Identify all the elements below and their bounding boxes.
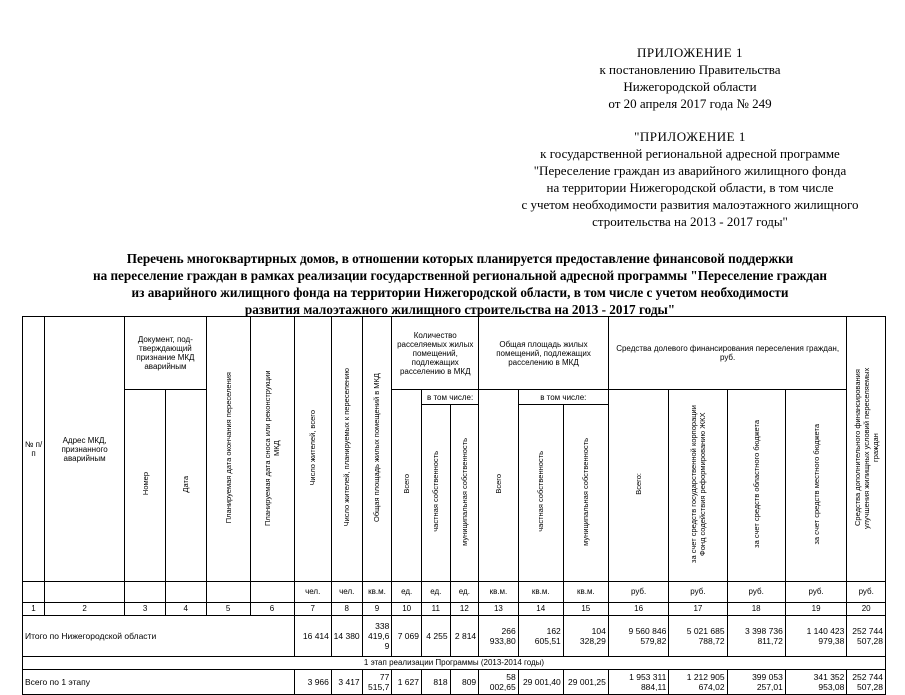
units-row (23, 582, 886, 603)
total-c7: 16 414 (294, 616, 331, 657)
col-number: 4 (165, 603, 206, 616)
unit-cell: чел. (331, 582, 362, 603)
stage-label-row (23, 657, 886, 670)
total-c18: 3 398 736 811,72 (727, 616, 785, 657)
header-fund-state: за счет средств государственной корпорации Фонд содействия реформированию ЖКХ (669, 390, 727, 582)
header-address: Адрес МКД, признанного аварийным (44, 317, 124, 582)
total-c12: 2 814 (450, 616, 479, 657)
unit-cell (165, 582, 206, 603)
unit-cell: руб. (785, 582, 847, 603)
col-number: 15 (563, 603, 608, 616)
stage-c15: 29 001,25 (563, 670, 608, 695)
stage-c9: 77 515,7 (362, 670, 392, 695)
housing-table (22, 316, 886, 695)
heading-line: развития малоэтажного жилищного строительства на 2013 - 2017 годы" (244, 302, 676, 317)
header-count-group: Количество расселяемых жилых помещений, подлежащих расселению в МКД (392, 317, 479, 390)
unit-cell: кв.м. (479, 582, 519, 603)
total-label: Итого по Нижегородской области (23, 616, 295, 657)
stage-row (23, 670, 886, 695)
header-area-group: Общая площадь жилых помещений, подлежащих расселению в МКД (479, 317, 609, 390)
unit-cell (44, 582, 124, 603)
header-area-total: Общая площадь жилых помещений в МКД (362, 317, 392, 582)
header-document: Документ, под-тверждающий признание МКД аварийным (125, 317, 206, 390)
total-c15: 104 328,29 (563, 616, 608, 657)
stage-c8: 3 417 (331, 670, 362, 695)
header-count-total: Всего (392, 390, 422, 582)
stage-c17: 1 212 905 674,02 (669, 670, 727, 695)
unit-cell: чел. (294, 582, 331, 603)
col-number: 7 (294, 603, 331, 616)
header-doc-date: Дата (165, 390, 206, 582)
unit-cell: ед. (422, 582, 451, 603)
header-count-incl: в том числе: (422, 390, 479, 405)
stage-c20: 252 744 507,28 (847, 670, 886, 695)
col-number: 9 (362, 603, 392, 616)
header-plan-demolish: Планируемая дата сноса или реконструкции МКД (250, 317, 294, 582)
appendix-2-line: строительства на 2013 - 2017 годы" (592, 214, 788, 229)
col-number: 18 (727, 603, 785, 616)
appendix-1-title: ПРИЛОЖЕНИЕ 1 (637, 45, 743, 60)
document-heading (20, 250, 900, 318)
total-c19: 1 140 423 979,38 (785, 616, 847, 657)
unit-cell: руб. (727, 582, 785, 603)
stage-c7: 3 966 (294, 670, 331, 695)
total-c8: 14 380 (331, 616, 362, 657)
appendix-1-line: к постановлению Правительства (599, 62, 781, 77)
header-funding-group: Средства долевого финансирования переселения граждан, руб. (608, 317, 847, 390)
header-fund-local: за счет средств местного бюджета (785, 390, 847, 582)
unit-cell: ед. (450, 582, 479, 603)
stage-label: 1 этап реализации Программы (2013-2014 годы) (23, 657, 886, 670)
stage-total-label: Всего по 1 этапу (23, 670, 295, 695)
unit-cell (23, 582, 45, 603)
header-fund-total: Всего: (608, 390, 668, 582)
col-number: 3 (125, 603, 166, 616)
unit-cell: кв.м. (362, 582, 392, 603)
stage-c18: 399 053 257,01 (727, 670, 785, 695)
header-area-g-total: Всего (479, 390, 519, 582)
total-c14: 162 605,51 (518, 616, 563, 657)
header-fund-region: за счет средств областного бюджета (727, 390, 785, 582)
col-number: 1 (23, 603, 45, 616)
heading-line: Перечень многоквартирных домов, в отношении которых планируется предоставление финансовой поддержки (126, 251, 794, 266)
col-number: 14 (518, 603, 563, 616)
header-residents: Число жителей, всего (294, 317, 331, 582)
appendix-1-line: от 20 апреля 2017 года № 249 (608, 96, 772, 111)
stage-c14: 29 001,40 (518, 670, 563, 695)
stage-c10: 1 627 (392, 670, 422, 695)
unit-cell: кв.м. (563, 582, 608, 603)
stage-c11: 818 (422, 670, 451, 695)
total-c20: 252 744 507,28 (847, 616, 886, 657)
header-area-municipal: муниципальная собственность (563, 405, 608, 582)
col-number: 2 (44, 603, 124, 616)
appendix-2-line: к государственной региональной адресной программе (540, 146, 840, 161)
col-number: 10 (392, 603, 422, 616)
unit-cell (250, 582, 294, 603)
header-doc-number: Номер (125, 390, 166, 582)
col-number: 5 (206, 603, 250, 616)
appendix-2-line: с учетом необходимости развития малоэтажного жилищного (521, 197, 859, 212)
header-plan-end: Планируемая дата окончания переселения (206, 317, 250, 582)
header-residents-plan: Число жителей, планируемых к переселению (331, 317, 362, 582)
stage-c12: 809 (450, 670, 479, 695)
col-number: 20 (847, 603, 886, 616)
col-number: 13 (479, 603, 519, 616)
col-number: 17 (669, 603, 727, 616)
total-c17: 5 021 685 788,72 (669, 616, 727, 657)
total-row (23, 616, 886, 657)
total-c11: 4 255 (422, 616, 451, 657)
total-c16: 9 560 846 579,82 (608, 616, 668, 657)
heading-line: на переселение граждан в рамках реализации государственной региональной адресной программы "Переселение граждан (92, 268, 828, 283)
total-c10: 7 069 (392, 616, 422, 657)
unit-cell: кв.м. (518, 582, 563, 603)
heading-line: из аварийного жилищного фонда на территории Нижегородской области, в том числе с учетом необходимости (131, 285, 789, 300)
total-c9: 338 419,6 9 (362, 616, 392, 657)
header-count-private: частная собственность (422, 405, 451, 582)
header-count-municipal: муниципальная собственность (450, 405, 479, 582)
col-number: 12 (450, 603, 479, 616)
unit-cell: руб. (847, 582, 886, 603)
col-number: 6 (250, 603, 294, 616)
col-number: 19 (785, 603, 847, 616)
unit-cell (125, 582, 166, 603)
total-c13: 266 933,80 (479, 616, 519, 657)
header-area-incl: в том числе: (518, 390, 608, 405)
unit-cell: руб. (608, 582, 668, 603)
unit-cell (206, 582, 250, 603)
appendix-2-line: "Переселение граждан из аварийного жилищного фонда (533, 163, 847, 178)
appendix-2-block (440, 128, 905, 230)
col-number: 8 (331, 603, 362, 616)
stage-c13: 58 002,65 (479, 670, 519, 695)
appendix-1-line: Нижегородской области (623, 79, 757, 94)
col-number: 11 (422, 603, 451, 616)
unit-cell: ед. (392, 582, 422, 603)
appendix-1-block (440, 44, 905, 112)
unit-cell: руб. (669, 582, 727, 603)
column-numbers-row (23, 603, 886, 616)
header-area-private: частная собственность (518, 405, 563, 582)
stage-c19: 341 352 953,08 (785, 670, 847, 695)
col-number: 16 (608, 603, 668, 616)
stage-c16: 1 953 311 884,11 (608, 670, 668, 695)
header-num: № п/п (23, 317, 45, 582)
header-funding-extra: Средства дополнительного финансирования улучшения жилищных условий переселяемых граждан (847, 317, 886, 582)
appendix-2-line: на территории Нижегородской области, в том числе (546, 180, 834, 195)
appendix-2-title: "ПРИЛОЖЕНИЕ 1 (634, 129, 746, 144)
